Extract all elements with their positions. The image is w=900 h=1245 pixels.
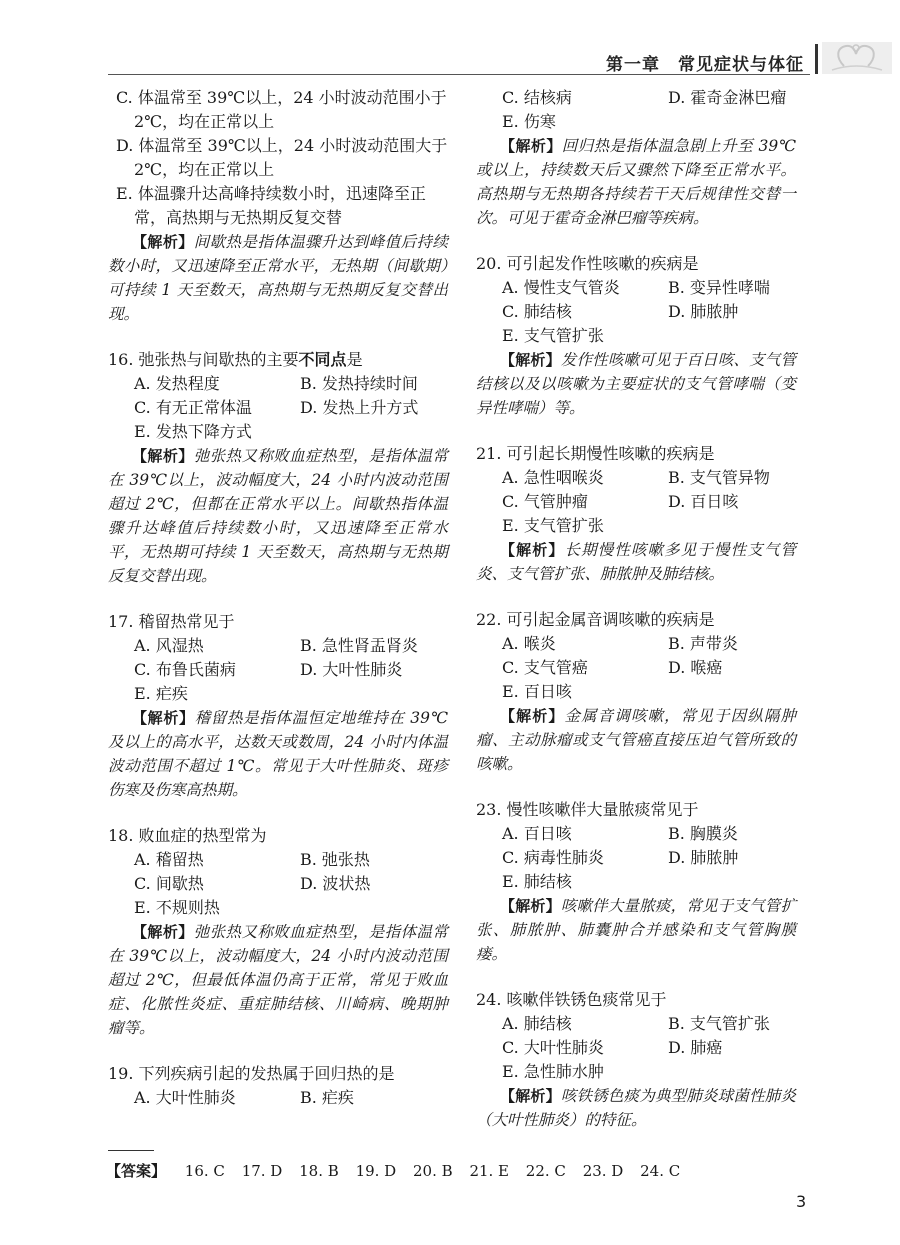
- option-a: A. 肺结核: [502, 1014, 572, 1033]
- option-c: C. 支气管癌: [502, 658, 588, 677]
- page-number: 3: [796, 1192, 807, 1211]
- option-b: B. 弛张热: [300, 850, 370, 869]
- options: [476, 632, 796, 704]
- option-d: D. 肺脓肿: [668, 848, 739, 867]
- option-e: E. 支气管扩张: [502, 516, 604, 535]
- question-19: [108, 1062, 448, 1110]
- option-d: D. 肺脓肿: [668, 302, 739, 321]
- emphasis-text: 不同点: [298, 350, 347, 369]
- answer-item: 22. C: [525, 1162, 566, 1180]
- option-b: B. 疟疾: [300, 1088, 354, 1107]
- option-d: D. 波状热: [300, 874, 371, 893]
- option-d: D. 百日咳: [668, 492, 739, 511]
- analysis: 【解析】咳铁锈色痰为典型肺炎球菌性肺炎（大叶性肺炎）的特征。: [476, 1087, 796, 1129]
- answer-item: 23. D: [582, 1162, 624, 1180]
- option-b: B. 支气管扩张: [668, 1014, 770, 1033]
- option-a: A. 发热程度: [134, 374, 220, 393]
- option-b: B. 急性肾盂肾炎: [300, 636, 418, 655]
- options: [476, 276, 796, 348]
- option-c: C. 肺结核: [502, 302, 572, 321]
- option-e: E. 支气管扩张: [502, 326, 604, 345]
- option-c: C. 病毒性肺炎: [502, 848, 604, 867]
- left-column: [108, 86, 448, 1132]
- option-c: C. 体温常至 39℃以上，24 小时波动范围小于 2℃，均在正常以上: [116, 88, 447, 131]
- option-e: E. 疟疾: [134, 684, 188, 703]
- answer-item: 16. C: [184, 1162, 225, 1180]
- option-e: E. 发热下降方式: [134, 422, 252, 441]
- question-stem: 18. 败血症的热型常为: [108, 826, 267, 845]
- question-stem: 23. 慢性咳嗽伴大量脓痰常见于: [476, 800, 699, 819]
- option-a: A. 喉炎: [502, 634, 556, 653]
- option-c: C. 间歇热: [134, 874, 204, 893]
- question-21: [476, 442, 796, 586]
- analysis: 【解析】咳嗽伴大量脓痰，常见于支气管扩张、肺脓肿、肺囊肿合并感染和支气管胸膜瘘。: [476, 897, 796, 963]
- question-stem: 19. 下列疾病引起的发热属于回归热的是: [108, 1064, 395, 1083]
- analysis-tag: 【解析】: [132, 233, 194, 251]
- answer-item: 21. E: [469, 1162, 510, 1180]
- analysis: 【解析】弛张热又称败血症热型，是指体温常在 39℃以上，波动幅度大，24 小时内波动范围超过 2℃，但都在正常水平以上。间歇热指体温骤升达峰值后持续数小时，又迅速降至正常水平，无热期可持续 1 天至数天，高热期与无热期反复交替出现。: [108, 447, 448, 585]
- right-column: [476, 86, 796, 1154]
- analysis: 【解析】回归热是指体温急剧上升至 39℃或以上，持续数天后又骤然下降至正常水平。高热期与无热期各持续若干天后规律性交替一次。可见于霍奇金淋巴瘤等疾病。: [476, 137, 796, 227]
- option-e: E. 体温骤升达高峰持续数小时，迅速降至正常，高热期与无热期反复交替: [116, 184, 426, 227]
- option-d: D. 体温常至 39℃以上，24 小时波动范围大于 2℃，均在正常以上: [116, 136, 448, 179]
- option-e: E. 急性肺水肿: [502, 1062, 604, 1081]
- option-b: B. 支气管异物: [668, 468, 770, 487]
- option-b: B. 变异性哮喘: [668, 278, 770, 297]
- analysis: 【解析】稽留热是指体温恒定地维持在 39℃及以上的高水平，达数天或数周，24 小时内体温波动范围不超过 1℃。常见于大叶性肺炎、斑疹伤寒及伤寒高热期。: [108, 709, 448, 799]
- option-a: A. 慢性支气管炎: [502, 278, 620, 297]
- analysis: [108, 230, 448, 326]
- answer-item: 20. B: [413, 1162, 453, 1180]
- question-stem: 24. 咳嗽伴铁锈色痰常见于: [476, 990, 667, 1009]
- question-stem: 22. 可引起金属音调咳嗽的疾病是: [476, 610, 715, 629]
- option-d: D. 霍奇金淋巴瘤: [668, 88, 787, 107]
- book-logo-icon: [822, 36, 892, 80]
- option-d: D. 发热上升方式: [300, 398, 419, 417]
- question-stem: 17. 稽留热常见于: [108, 612, 235, 631]
- analysis: 【解析】长期慢性咳嗽多见于慢性支气管炎、支气管扩张、肺脓肿及肺结核。: [476, 541, 796, 583]
- header-divider: [815, 44, 818, 74]
- question-22: [476, 608, 796, 776]
- question-15-continued: [108, 86, 448, 326]
- analysis: 【解析】发作性咳嗽可见于百日咳、支气管结核以及以咳嗽为主要症状的支气管哮喘（变异性哮喘）等。: [476, 351, 796, 417]
- answer-item: 24. C: [640, 1162, 681, 1180]
- option-a: A. 急性咽喉炎: [502, 468, 604, 487]
- option-b: B. 胸膜炎: [668, 824, 738, 843]
- question-19-continued: [476, 86, 796, 230]
- option-e: E. 肺结核: [502, 872, 572, 891]
- options: [108, 1086, 448, 1110]
- question-20: [476, 252, 796, 420]
- answer-key: [106, 1160, 692, 1181]
- option-a: A. 风湿热: [134, 636, 204, 655]
- answer-label: 【答案】: [106, 1162, 167, 1180]
- analysis: 【解析】金属音调咳嗽，常见于因纵隔肿瘤、主动脉瘤或支气管癌直接压迫气管所致的咳嗽。: [476, 707, 796, 773]
- option-b: B. 发热持续时间: [300, 374, 418, 393]
- options: [476, 466, 796, 538]
- option-d: D. 肺癌: [668, 1038, 723, 1057]
- question-stem: 16. 弛张热与间歇热的主要不同点是: [108, 350, 363, 369]
- option-a: A. 大叶性肺炎: [134, 1088, 236, 1107]
- option-c: C. 结核病: [502, 88, 572, 107]
- question-17: [108, 610, 448, 802]
- option-a: A. 稽留热: [134, 850, 204, 869]
- answer-item: 18. B: [299, 1162, 339, 1180]
- options: [108, 848, 448, 920]
- question-stem: 21. 可引起长期慢性咳嗽的疾病是: [476, 444, 715, 463]
- option-e: E. 不规则热: [134, 898, 220, 917]
- question-stem: 20. 可引起发作性咳嗽的疾病是: [476, 254, 699, 273]
- options: [476, 86, 796, 134]
- option-e: E. 百日咳: [502, 682, 572, 701]
- chapter-title: 第一章 常见症状与体征: [606, 55, 804, 75]
- analysis-text: 间歇热是指体温骤升达到峰值后持续数小时，又迅速降至正常水平，无热期（间歇期）可持续 1 天至数天，高热期与无热期反复交替出现。: [108, 233, 448, 323]
- question-18: [108, 824, 448, 1040]
- question-16: [108, 348, 448, 588]
- option-d: D. 大叶性肺炎: [300, 660, 403, 679]
- question-24: [476, 988, 796, 1132]
- answer-item: 19. D: [355, 1162, 397, 1180]
- options: [108, 372, 448, 444]
- option-c: C. 气管肿瘤: [502, 492, 588, 511]
- option-d: D. 喉癌: [668, 658, 723, 677]
- footer-rule: [108, 1150, 154, 1151]
- options: [476, 1012, 796, 1084]
- options: [476, 822, 796, 894]
- option-b: B. 声带炎: [668, 634, 738, 653]
- option-e: E. 伤寒: [502, 112, 556, 131]
- answer-item: 17. D: [241, 1162, 283, 1180]
- question-23: [476, 798, 796, 966]
- option-c: C. 布鲁氏菌病: [134, 660, 236, 679]
- option-c: C. 有无正常体温: [134, 398, 252, 417]
- option-c: C. 大叶性肺炎: [502, 1038, 604, 1057]
- options: [108, 634, 448, 706]
- option-a: A. 百日咳: [502, 824, 572, 843]
- analysis: 【解析】弛张热又称败血症热型，是指体温常在 39℃以上，波动幅度大，24 小时内波动范围超过 2℃，但最低体温仍高于正常，常见于败血症、化脓性炎症、重症肺结核、川崎病、晚期肿瘤等。: [108, 923, 448, 1037]
